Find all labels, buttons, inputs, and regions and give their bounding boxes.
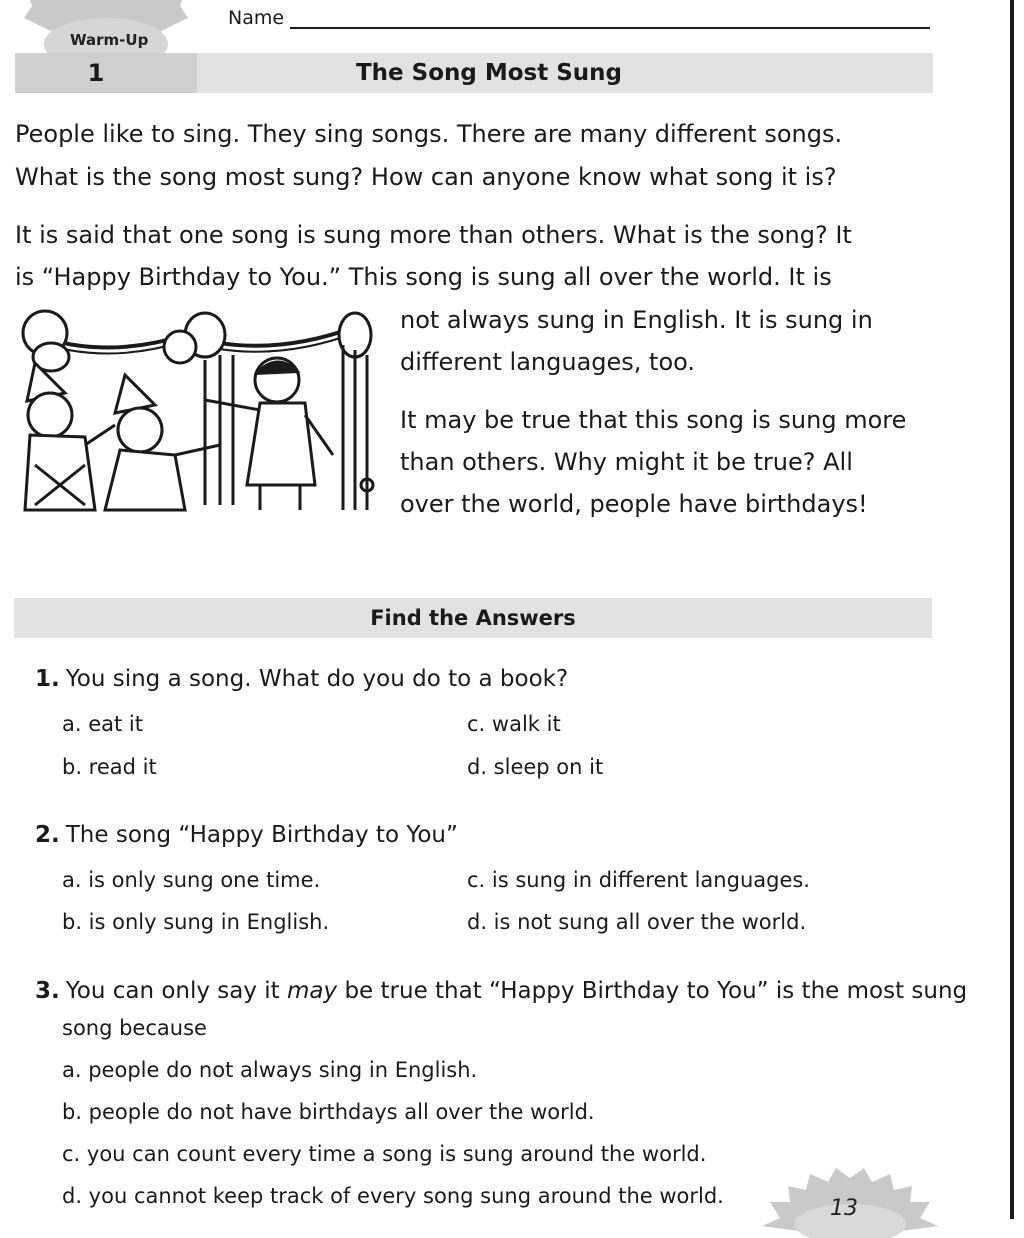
q2-option-b[interactable]: b. is only sung in English. xyxy=(62,910,330,934)
question-2 xyxy=(35,822,458,848)
page-title: The Song Most Sung xyxy=(355,60,623,86)
passage-p2-line4: different languages, too. xyxy=(400,348,696,376)
question-3-line2: song because xyxy=(62,1016,207,1040)
q2-option-a[interactable]: a. is only sung one time. xyxy=(62,868,321,892)
page-number: 13 xyxy=(830,1196,858,1221)
question-1 xyxy=(35,666,568,692)
question-text-after: be true that “Happy Birthday to You” is the most sung xyxy=(337,978,968,1004)
warmup-label: Warm-Up xyxy=(70,31,149,49)
q3-option-c[interactable]: c. you can count every time a song is sung around the world. xyxy=(62,1142,707,1166)
passage-p3-line3: over the world, people have birthdays! xyxy=(400,490,868,518)
q3-option-a[interactable]: a. people do not always sing in English. xyxy=(62,1058,478,1082)
name-label: Name xyxy=(228,7,285,29)
question-number: 3. xyxy=(35,978,60,1004)
question-text: You sing a song. What do you do to a book? xyxy=(65,666,569,692)
passage-p3-line2: than others. Why might it be true? All xyxy=(400,448,853,476)
q3-option-b[interactable]: b. people do not have birthdays all over the world. xyxy=(62,1100,595,1124)
section-title: Find the Answers xyxy=(370,606,576,630)
passage-p2-line2: is “Happy Birthday to You.” This song is sung all over the world. It is xyxy=(15,263,832,291)
page-right-border xyxy=(1010,0,1014,1219)
title-wrap xyxy=(15,53,933,93)
passage-p2-line1: It is said that one song is sung more than others. What is the song? It xyxy=(15,221,852,249)
q3-option-d[interactable]: d. you cannot keep track of every song sung around the world. xyxy=(62,1184,724,1208)
question-number: 1. xyxy=(35,666,60,692)
q1-option-d[interactable]: d. sleep on it xyxy=(467,755,604,779)
passage-p3-line1: It may be true that this song is sung more xyxy=(400,406,907,434)
birthday-party-illustration xyxy=(15,305,378,515)
question-3 xyxy=(35,978,967,1004)
question-number: 2. xyxy=(35,822,60,848)
passage-p1-line1: People like to sing. They sing songs. There are many different songs. xyxy=(15,120,843,148)
question-text-emphasis: may xyxy=(287,978,338,1004)
q1-option-c[interactable]: c. walk it xyxy=(467,712,561,736)
name-input-line[interactable] xyxy=(290,27,930,29)
warmup-sun-badge xyxy=(20,0,192,58)
find-answers-bar xyxy=(14,598,932,638)
question-text-before: You can only say it xyxy=(65,978,288,1004)
q2-option-d[interactable]: d. is not sung all over the world. xyxy=(467,910,807,934)
q2-option-c[interactable]: c. is sung in different languages. xyxy=(467,868,810,892)
q1-option-b[interactable]: b. read it xyxy=(62,755,157,779)
passage-p2-line3: not always sung in English. It is sung in xyxy=(400,306,873,334)
question-text: The song “Happy Birthday to You” xyxy=(65,822,458,848)
passage-p1-line2: What is the song most sung? How can anyone know what song it is? xyxy=(15,163,837,191)
q1-option-a[interactable]: a. eat it xyxy=(62,712,143,736)
warmup-number: 1 xyxy=(87,59,105,87)
